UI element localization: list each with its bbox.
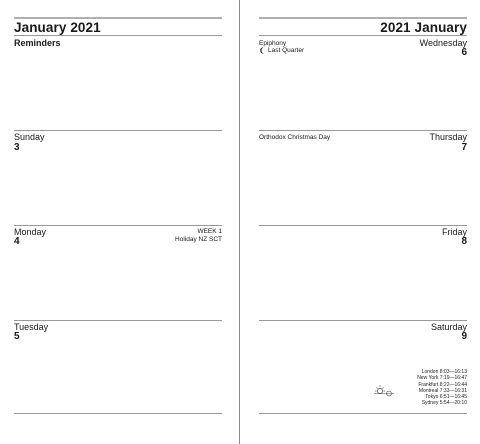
planner-spine	[239, 0, 240, 444]
left-bottom-rule	[14, 413, 222, 414]
right-page-title: 2021 January	[380, 20, 467, 35]
day-number-tuesday: 5	[14, 331, 20, 342]
left-header-rule	[14, 35, 222, 36]
epiphany-note: Epiphony	[259, 40, 287, 47]
day-number-friday: 8	[461, 236, 467, 247]
sun-time-frankfurt: Frankfurt 8:22—16:44	[418, 381, 467, 388]
left-page-title: January 2021	[14, 20, 101, 35]
day-name-tuesday: Tuesday	[14, 322, 49, 332]
day-rule-monday	[14, 225, 222, 226]
holiday-note: Holiday NZ SCT	[175, 235, 222, 243]
last-quarter-moon-icon	[259, 47, 266, 54]
day-number-thursday: 7	[461, 142, 467, 153]
day-name-monday: Monday	[14, 227, 47, 237]
sun-times-block	[367, 369, 467, 409]
day-number-sunday: 3	[14, 142, 20, 153]
right-top-rule	[259, 17, 467, 19]
day-number-saturday: 9	[461, 331, 467, 342]
day-rule-thursday	[259, 130, 467, 131]
right-page	[241, 0, 480, 444]
sun-times-list	[417, 369, 467, 407]
day-number-monday: 4	[14, 236, 20, 247]
reminders-heading: Reminders	[14, 38, 61, 48]
sun-time-tokyo: Tokyo 6:51—16:45	[425, 394, 467, 401]
left-top-rule	[14, 17, 222, 19]
moon-phase-line	[259, 47, 304, 54]
sunrise-sunset-icon	[374, 383, 394, 397]
right-header-rule	[259, 35, 467, 36]
week-number: WEEK 1	[197, 228, 222, 235]
day-rule-friday	[259, 225, 467, 226]
day-rule-tuesday	[14, 320, 222, 321]
sun-time-montreal: Montreal 7:33—16:31	[418, 387, 467, 394]
day-name-sunday: Sunday	[14, 132, 45, 142]
day-name-friday: Friday	[441, 227, 467, 237]
day-rule-sunday	[14, 130, 222, 131]
day-name-thursday: Thursday	[429, 132, 467, 142]
wednesday-notes	[259, 40, 304, 54]
sun-time-new-york: New York 7:19—16:47	[417, 375, 467, 382]
sun-time-sydney: Sydney 5:54—20:10	[421, 400, 467, 407]
orthodox-christmas-note: Orthodox Christmas Day	[259, 134, 331, 141]
left-page	[0, 0, 239, 444]
moon-phase-note: Last Quarter	[268, 47, 305, 54]
sun-time-london: London 8:03—16:13	[421, 369, 467, 375]
right-bottom-rule	[259, 413, 467, 414]
day-rule-saturday	[259, 320, 467, 321]
day-number-wednesday: 6	[461, 47, 467, 58]
day-name-wednesday: Wednesday	[419, 38, 467, 48]
week-info	[175, 228, 222, 243]
day-name-saturday: Saturday	[430, 322, 467, 332]
